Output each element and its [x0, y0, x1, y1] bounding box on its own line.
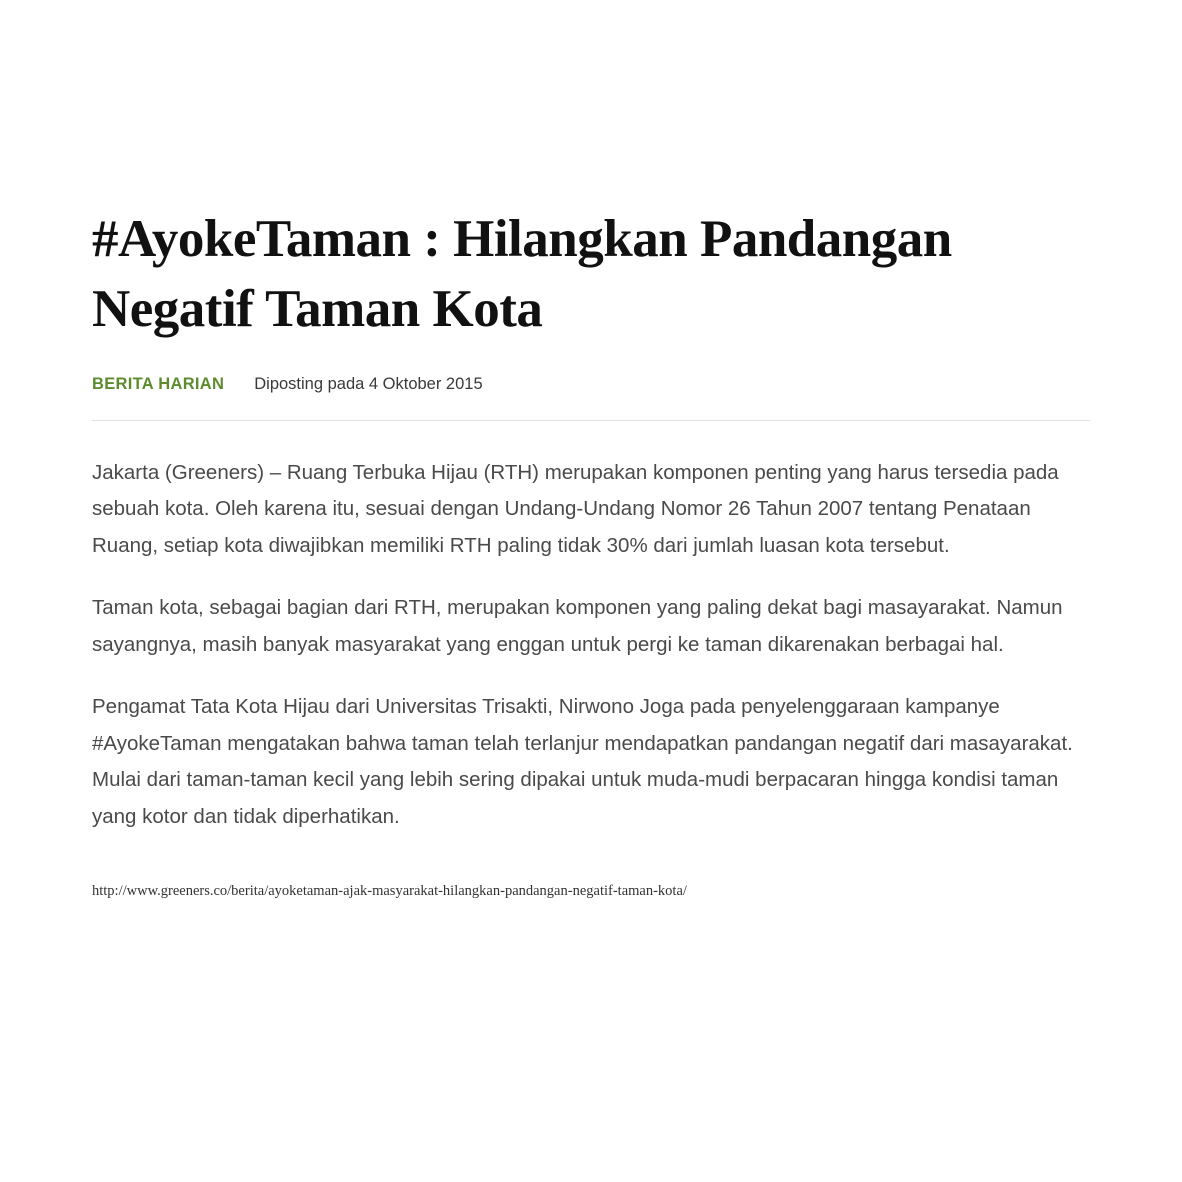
source-url-link[interactable]: http://www.greeners.co/berita/ayoketaman-ajak-masyarakat-hilangkan-pandangan-negatif-taman-kota/ — [92, 883, 687, 900]
page-title: #AyokeTaman : Hilangkan Pandangan Negatif Taman Kota — [92, 210, 952, 338]
article-paragraph: Taman kota, sebagai bagian dari RTH, merupakan komponen yang paling dekat bagi masayarakat. Namun sayangnya, masih banyak masyarakat yang enggan untuk pergi ke taman dikarenakan berbagai hal. — [92, 596, 1063, 656]
article-paragraph: Pengamat Tata Kota Hijau dari Universitas Trisakti, Nirwono Joga pada penyelenggaraan kampanye #AyokeTaman mengatakan bahwa taman telah terlanjur mendapatkan pandangan negatif dari masayarakat. Mulai dari taman-taman kecil yang lebih sering dipakai untuk muda-mudi berpacaran hingga kondisi taman yang kotor dan tidak diperhatikan. — [92, 695, 1073, 828]
category-label[interactable]: BERITA HARIAN — [92, 374, 225, 393]
article-meta — [92, 375, 1090, 394]
header-divider — [92, 420, 1090, 421]
article-paragraph: Jakarta (Greeners) – Ruang Terbuka Hijau (RTH) merupakan komponen penting yang harus tersedia pada sebuah kota. Oleh karena itu, sesuai dengan Undang-Undang Nomor 26 Tahun 2007 tentang Penataan Ruang, setiap kota diwajibkan memiliki RTH paling tidak 30% dari jumlah luasan kota tersebut. — [92, 460, 1059, 557]
article-body — [92, 455, 1090, 835]
posted-date: Diposting pada 4 Oktober 2015 — [254, 374, 483, 393]
